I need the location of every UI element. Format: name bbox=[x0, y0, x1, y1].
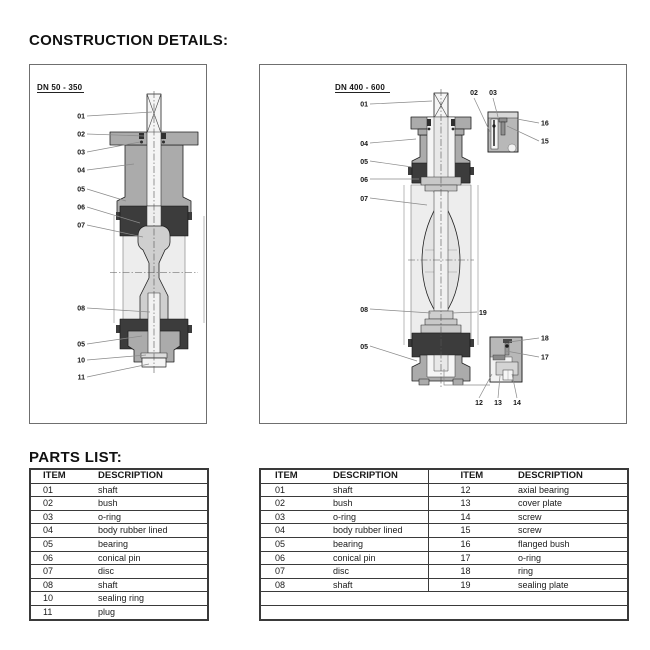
description-cell: screw bbox=[516, 510, 628, 524]
item-cell: 02 bbox=[30, 497, 90, 511]
callout-label: 01 bbox=[77, 113, 85, 121]
description-cell: conical pin bbox=[90, 551, 208, 565]
item-cell: 06 bbox=[30, 551, 90, 565]
table-row bbox=[30, 483, 208, 497]
item-cell: 04 bbox=[30, 524, 90, 538]
table-header-row bbox=[30, 469, 208, 483]
table-row bbox=[30, 551, 208, 565]
callout-label: 11 bbox=[77, 374, 85, 382]
axial-bearing bbox=[493, 355, 505, 360]
item-cell: 18 bbox=[428, 565, 516, 579]
callout-label: 02 bbox=[77, 131, 85, 139]
table-row-empty bbox=[260, 605, 628, 619]
description-cell: sealing plate bbox=[516, 578, 628, 592]
table-row bbox=[30, 524, 208, 538]
diagram-box-dn400-600 bbox=[259, 64, 627, 424]
dn-range-label: DN 50 - 350 bbox=[37, 83, 83, 92]
detail-view-top bbox=[488, 112, 518, 152]
item-cell: 16 bbox=[428, 537, 516, 551]
column-header-description: DESCRIPTION bbox=[98, 470, 163, 481]
table-row-empty bbox=[260, 592, 628, 606]
callout-label: 08 bbox=[360, 307, 368, 314]
callout-label: 07 bbox=[360, 196, 368, 203]
description-cell: disc bbox=[90, 565, 208, 579]
callout-label: 12 bbox=[475, 400, 483, 407]
item-cell: 10 bbox=[30, 592, 90, 606]
table-row bbox=[30, 592, 208, 606]
table-row bbox=[260, 510, 628, 524]
description-cell: shaft bbox=[90, 578, 208, 592]
screw bbox=[499, 118, 507, 122]
table-row bbox=[30, 565, 208, 579]
bush bbox=[427, 119, 431, 126]
description-cell: o-ring bbox=[331, 510, 428, 524]
column-header-description: DESCRIPTION bbox=[333, 470, 398, 481]
callout-label: 03 bbox=[489, 90, 497, 97]
callout-label: 17 bbox=[541, 354, 549, 362]
callout-label: 02 bbox=[470, 90, 478, 97]
foot bbox=[453, 379, 463, 385]
description-cell: o-ring bbox=[90, 510, 208, 524]
item-cell: 01 bbox=[260, 483, 331, 497]
o-ring bbox=[505, 344, 509, 348]
table-row bbox=[30, 578, 208, 592]
item-cell: 03 bbox=[260, 510, 331, 524]
callout-label: 16 bbox=[541, 120, 549, 128]
valve-drawing bbox=[404, 89, 478, 387]
table-row bbox=[260, 578, 628, 592]
description-cell: body rubber lined bbox=[90, 524, 208, 538]
callout-labels bbox=[77, 114, 85, 382]
table-header-row bbox=[260, 469, 628, 483]
table-row bbox=[30, 497, 208, 511]
description-cell: cover plate bbox=[516, 497, 628, 511]
item-cell: 19 bbox=[428, 578, 516, 592]
description-cell: shaft bbox=[90, 483, 208, 497]
table-row bbox=[260, 537, 628, 551]
column-header-item: ITEM bbox=[275, 470, 298, 481]
description-cell: conical pin bbox=[331, 551, 428, 565]
bush bbox=[493, 120, 495, 146]
description-cell: disc bbox=[331, 565, 428, 579]
description-cell: flanged bush bbox=[516, 537, 628, 551]
table-row bbox=[260, 497, 628, 511]
callout-label: 08 bbox=[77, 305, 85, 313]
description-cell: screw bbox=[516, 524, 628, 538]
description-cell: sealing ring bbox=[90, 592, 208, 606]
callout-label: 05 bbox=[77, 341, 85, 349]
table-row bbox=[260, 524, 628, 538]
column-header-description: DESCRIPTION bbox=[518, 470, 583, 481]
description-cell: bearing bbox=[331, 537, 428, 551]
description-cell: o-ring bbox=[516, 551, 628, 565]
item-cell: 02 bbox=[260, 497, 331, 511]
item-cell: 08 bbox=[260, 578, 331, 592]
item-cell: 05 bbox=[30, 537, 90, 551]
table-row bbox=[30, 605, 208, 619]
diagram-box-dn50-350 bbox=[29, 64, 207, 424]
callout-label: 04 bbox=[77, 167, 85, 175]
item-cell: 15 bbox=[428, 524, 516, 538]
callout-label: 13 bbox=[494, 400, 502, 407]
callout-label: 15 bbox=[541, 138, 549, 146]
item-cell: 14 bbox=[428, 510, 516, 524]
callout-label: 14 bbox=[513, 400, 521, 407]
description-cell: bearing bbox=[90, 537, 208, 551]
item-cell: 13 bbox=[428, 497, 516, 511]
description-cell: ring bbox=[516, 565, 628, 579]
description-cell: body rubber lined bbox=[331, 524, 428, 538]
parts-table-left bbox=[29, 468, 209, 621]
item-cell: 05 bbox=[260, 537, 331, 551]
parts-table-right bbox=[259, 468, 629, 621]
foot bbox=[419, 379, 429, 385]
dn-range-label: DN 400 - 600 bbox=[335, 83, 385, 92]
item-cell: 07 bbox=[30, 565, 90, 579]
o-ring bbox=[140, 141, 143, 144]
item-cell: 11 bbox=[30, 605, 90, 619]
table-row bbox=[260, 565, 628, 579]
item-cell: 17 bbox=[428, 551, 516, 565]
item-cell: 04 bbox=[260, 524, 331, 538]
callout-label: 10 bbox=[77, 357, 85, 365]
callout-label: 01 bbox=[360, 101, 368, 109]
description-cell: bush bbox=[90, 497, 208, 511]
description-cell: axial bearing bbox=[516, 483, 628, 497]
table-row bbox=[260, 483, 628, 497]
column-header-item: ITEM bbox=[43, 470, 66, 481]
item-cell: 08 bbox=[30, 578, 90, 592]
valve-section-dn400-600 bbox=[260, 65, 626, 423]
valve-section-dn50-350 bbox=[30, 65, 206, 423]
detail-view-bottom bbox=[490, 337, 522, 382]
table-row bbox=[260, 551, 628, 565]
description-cell: plug bbox=[90, 605, 208, 619]
page-title: CONSTRUCTION DETAILS: bbox=[29, 32, 229, 49]
description-cell: bush bbox=[331, 497, 428, 511]
callout-label: 06 bbox=[360, 177, 368, 184]
callout-label: 03 bbox=[77, 149, 85, 157]
callout-label: 19 bbox=[479, 310, 487, 317]
table-row bbox=[30, 510, 208, 524]
item-cell: 12 bbox=[428, 483, 516, 497]
item-cell: 06 bbox=[260, 551, 331, 565]
o-ring bbox=[428, 128, 431, 131]
callout-label: 04 bbox=[360, 141, 368, 148]
item-cell: 07 bbox=[260, 565, 331, 579]
description-cell: shaft bbox=[331, 578, 428, 592]
description-cell: shaft bbox=[331, 483, 428, 497]
item-cell: 01 bbox=[30, 483, 90, 497]
column-header-item: ITEM bbox=[428, 469, 516, 483]
callout-label: 06 bbox=[77, 204, 85, 212]
callout-label: 18 bbox=[541, 335, 549, 343]
callout-label: 05 bbox=[360, 159, 368, 166]
o-ring bbox=[492, 124, 495, 127]
ring bbox=[503, 339, 512, 343]
callout-label: 07 bbox=[77, 222, 85, 230]
callout-label: 05 bbox=[360, 344, 368, 351]
item-cell: 03 bbox=[30, 510, 90, 524]
callout-label: 05 bbox=[77, 186, 85, 194]
parts-list-title: PARTS LIST: bbox=[29, 449, 123, 466]
table-row bbox=[30, 537, 208, 551]
